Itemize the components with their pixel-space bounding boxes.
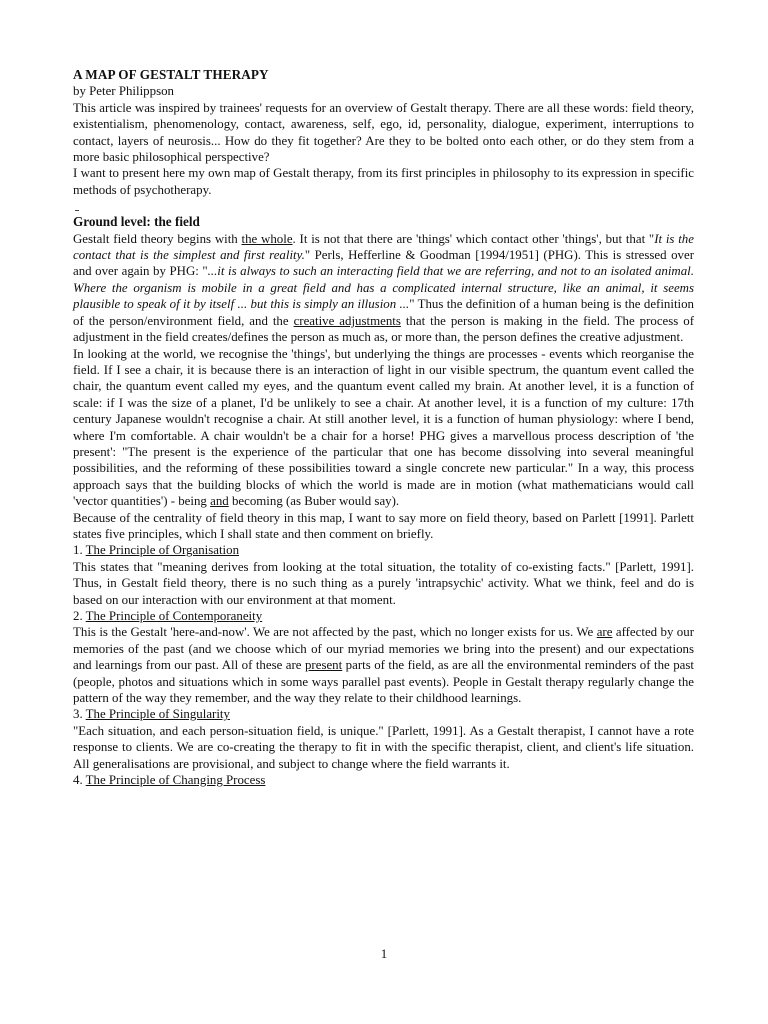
principle-heading-1 xyxy=(73,542,694,558)
principle-title: The Principle of Organisation xyxy=(85,543,240,558)
principle-title: The Principle of Singularity xyxy=(85,707,230,722)
field-paragraph-2 xyxy=(73,346,694,510)
principle-heading-2 xyxy=(73,608,694,624)
principle-paragraph-1: This states that "meaning derives from looking at the total situation, the totality of co-existing facts." [Parlett, 1991]. Thus, in Gestalt field theory, there is no such thing as a purely 'intrapsychic' activity. What we think, feel and do is based on our interaction with our environment at that moment. xyxy=(73,559,694,607)
text-run: parts of the field, as are all the environmental reminders of the past (people, photos and situations which in some ways parallel past events). People in Gestalt therapy regularly change the pattern of the way they remember, and the way they relate to their childhood learnings. xyxy=(73,658,694,706)
principle-number: 3. xyxy=(73,707,86,722)
intro-paragraph-2: I want to present here my own map of Gestalt therapy, from its first principles in philosophy to its expression in specific methods of psychotherapy. xyxy=(73,166,694,197)
principle-number: 1. xyxy=(73,543,86,558)
section-heading: Ground level: the field xyxy=(73,214,200,230)
principle-paragraph-2 xyxy=(73,624,694,706)
section-spacer xyxy=(73,198,694,214)
text-run: . It is not that there are 'things' which contact other 'things', but that " xyxy=(292,231,655,246)
italic-quote: ...it is always to such an interacting field that we are referring, and not to an isolated animal. Where the organism is mobile in a great field and has a complicated internal structure, like an animal, it seems plausible to speak of it by itself ... but this is simply an illusion ... xyxy=(73,264,694,312)
underlined-text: present xyxy=(304,658,343,673)
text-run: In looking at the world, we recognise the 'things', but underlying the things are processes - events which reorganise the field. If I see a chair, it is because there is an interaction of light in our visible spectrum, the quantum event called the chair, the quantum event called my eyes, and the quantum event called my brain. At another level, it is a function of scale: if I was the size of a planet, I'd be unlikely to see a chair. At another level, it is a function of my culture: 17th century Japanese wouldn't recognise a chair. At still another level, it is a function of human physiology: where I bend, where I'm comfortable. A chair wouldn't be a chair for a horse! PHG gives a marvellous process description of 'the present': "The present is the experience of the particular that one has become dissolving into several meaningful possibilities, and the reforming of these possibilities toward a single concrete new particular." In a way, this process approach says that the building blocks of which the world is made are in motion (what mathematicians would call 'vector quantities') - being xyxy=(73,346,694,509)
underlined-text: and xyxy=(210,494,229,509)
document-title: A MAP OF GESTALT THERAPY xyxy=(73,67,269,82)
principle-paragraph-3: "Each situation, and each person-situation field, is unique." [Parlett, 1991]. As a Gestalt therapist, I cannot have a rote response to clients. We are co-creating the therapy to fit in with the specific therapist, client, and client's life situation. All generalisations are provisional, and subject to change where the field warrants it. xyxy=(73,723,694,771)
intro-paragraph-1: This article was inspired by trainees' requests for an overview of Gestalt therapy. There are all these words: field theory, existentialism, phenomenology, contact, awareness, self, ego, id, personality, dialogue, experiment, interruptions to contact, layers of neurosis... How do they fit together? Are they to be bolted onto each other, or do they stem from a more basic philosophical perspective? xyxy=(73,100,694,165)
byline: by Peter Philippson xyxy=(73,84,174,99)
text-run: becoming (as Buber would say). xyxy=(228,494,400,509)
principle-title: The Principle of Changing Process xyxy=(85,773,266,788)
principle-number: 2. xyxy=(73,609,86,623)
principle-number: 4. xyxy=(73,773,86,788)
field-paragraph-1 xyxy=(73,231,694,346)
text-run: affected by our memories of the past (and we choose which of our myriad memories we bring into the present) and our expectations and learnings from our past. All of these are xyxy=(73,625,694,673)
stray-mark xyxy=(75,210,79,211)
underlined-text: the whole xyxy=(241,231,293,246)
principle-title: The Principle of Contemporaneity xyxy=(85,609,263,623)
text-run: " Perls, Hefferline & Goodman [1994/1951] (PHG). This is stressed over and over again by PHG: " xyxy=(73,248,694,279)
text-run: Gestalt field theory begins with xyxy=(73,231,242,246)
underlined-text: are xyxy=(596,625,613,640)
principle-heading-3 xyxy=(73,706,694,722)
text-run: " Thus the definition of a human being is the definition of the person/environment field, and the xyxy=(73,297,694,328)
field-paragraph-3: Because of the centrality of field theory in this map, I want to say more on field theory, based on Parlett [1991]. Parlett states five principles, which I shall state and then comment on briefly. xyxy=(73,510,694,541)
underlined-text: creative adjustments xyxy=(293,313,401,328)
principle-heading-4 xyxy=(73,772,694,788)
text-run: that the person is making in the field. The process of adjustment in the field creates/defines the person as much as, or more than, the person defines the creative adjustment. xyxy=(73,313,695,345)
italic-quote: It is the contact that is the simplest and first reality. xyxy=(73,231,694,263)
page-number: 1 xyxy=(380,947,388,961)
text-run: This is the Gestalt 'here-and-now'. We are not affected by the past, which no longer exists for us. We xyxy=(73,625,597,640)
